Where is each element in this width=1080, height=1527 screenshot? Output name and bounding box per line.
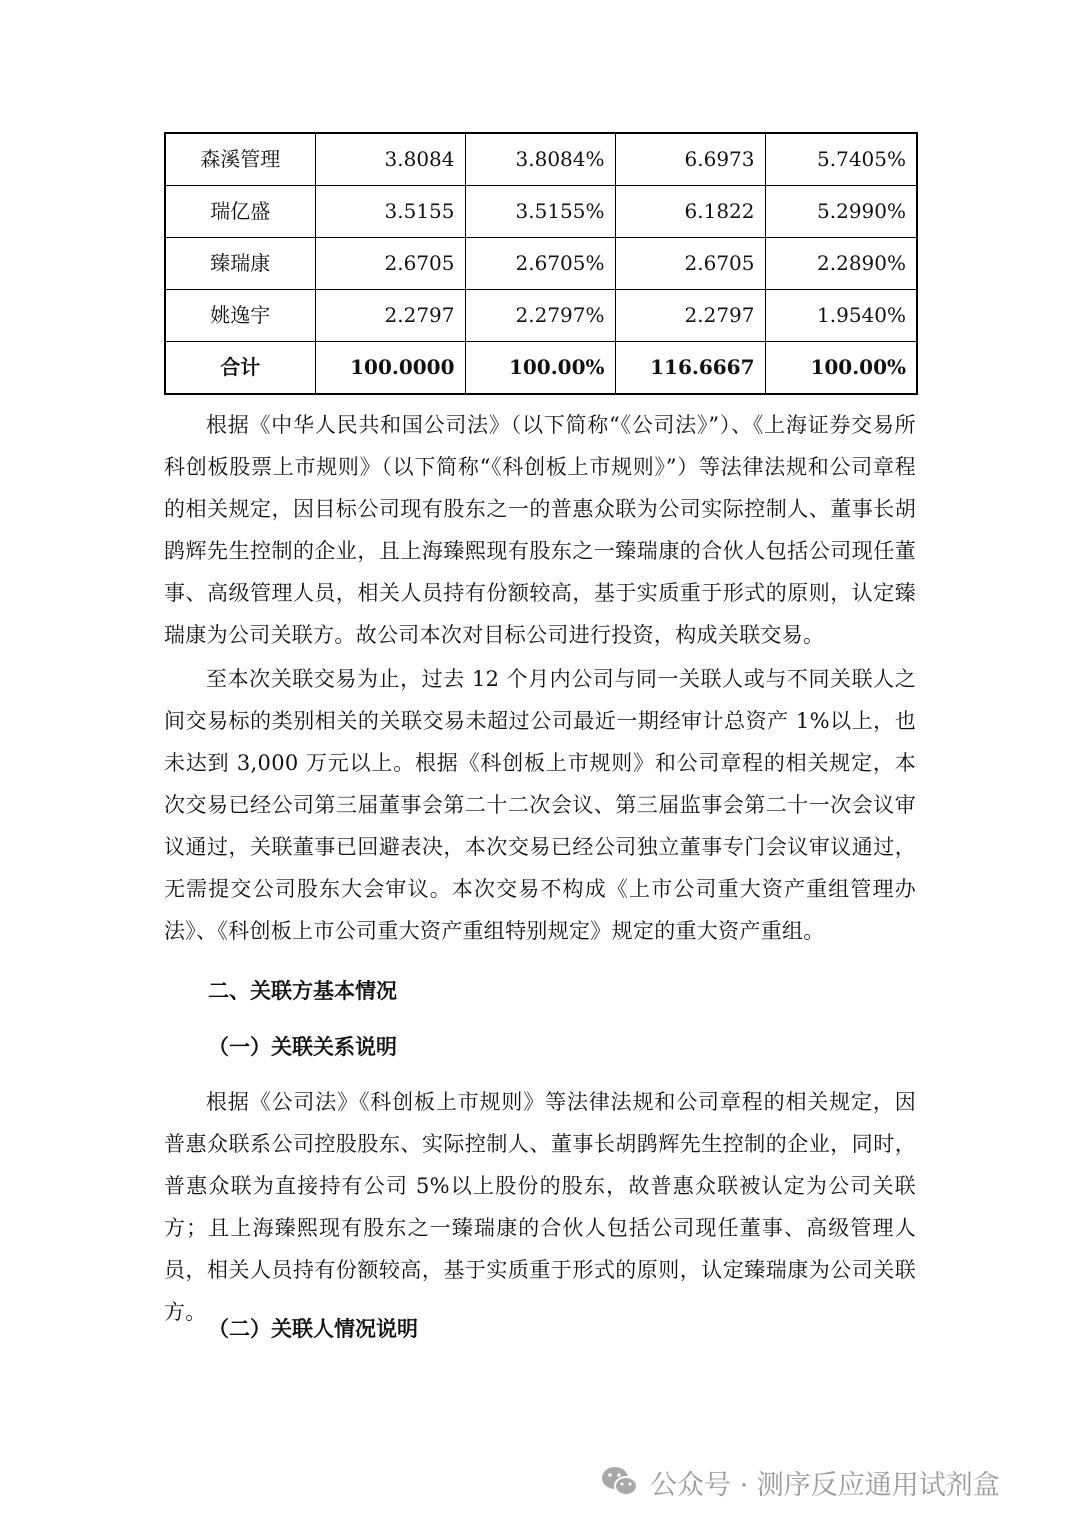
total-cell: 116.6667 [615,342,765,395]
table-cell: 5.2990% [765,186,917,238]
watermark [600,1460,1000,1504]
table-total-row [165,342,917,395]
watermark-text: 公众号 · 测序反应通用试剂盒 [650,1469,1000,1501]
shareholder-name-cell: 臻瑞康 [165,238,315,290]
total-cell: 100.00% [465,342,615,395]
table-cell: 1.9540% [765,290,917,342]
table-row [165,133,917,186]
shareholder-name-cell: 森溪管理 [165,133,315,186]
section-heading: 二、关联方基本情况 [208,978,397,1003]
table-cell: 2.2890% [765,238,917,290]
table-cell: 5.7405% [765,133,917,186]
table-cell: 3.5155 [315,186,465,238]
paragraph-relationship-description: 根据《公司法》《科创板上市规则》等法律法规和公司章程的相关规定，因普惠众联系公司控股股东、实际控制人、董事长胡鹍辉先生控制的企业，同时，普惠众联为直接持有公司 5%以上股份的股东，故普惠众联被认定为公司关联方；且上海臻熙现有股东之一臻瑞康的合伙人包括公司现任董事、高级管理人员，相关人员持有份额较高，基于实质重于形式的原则，认定臻瑞康为公司关联方。 [164,1090,916,1324]
table-row [165,186,917,238]
shareholder-name-cell: 姚逸宇 [165,290,315,342]
wechat-icon [600,1464,640,1500]
table-cell: 2.6705 [315,238,465,290]
table-cell: 3.8084 [315,133,465,186]
shareholder-name-cell: 瑞亿盛 [165,186,315,238]
total-label-cell: 合计 [165,342,315,395]
table-cell: 6.1822 [615,186,765,238]
table-cell: 2.2797 [315,290,465,342]
total-cell: 100.0000 [315,342,465,395]
subsection-heading: （二）关联人情况说明 [208,1316,418,1341]
table-cell: 6.6973 [615,133,765,186]
table-cell: 2.6705% [465,238,615,290]
total-cell: 100.00% [765,342,917,395]
subsection-heading: （一）关联关系说明 [208,1034,397,1059]
shareholding-table [164,132,918,395]
table-cell: 2.2797% [465,290,615,342]
table-cell: 3.5155% [465,186,615,238]
paragraph-related-party-basis: 根据《中华人民共和国公司法》（以下简称“《公司法》”）、《上海证券交易所科创板股票上市规则》（以下简称“《科创板上市规则》”）等法律法规和公司章程的相关规定，因目标公司现有股东之一的普惠众联为公司实际控制人、董事长胡鹍辉先生控制的企业，且上海臻熙现有股东之一臻瑞康的合伙人包括公司现任董事、高级管理人员，相关人员持有份额较高，基于实质重于形式的原则，认定臻瑞康为公司关联方。故公司本次对目标公司进行投资，构成关联交易。 [164,413,916,647]
table-row [165,290,917,342]
table-cell: 3.8084% [465,133,615,186]
table-row [165,238,917,290]
table-cell: 2.6705 [615,238,765,290]
table-cell: 2.2797 [615,290,765,342]
paragraph-transaction-approval: 至本次关联交易为止，过去 12 个月内公司与同一关联人或与不同关联人之间交易标的类别相关的关联交易未超过公司最近一期经审计总资产 1%以上，也未达到 3,000 万元以上。根据《科创板上市规则》和公司章程的相关规定，本次交易已经公司第三届董事会第二十二次会议、第三届监事会第二十一次会议审议通过，关联董事已回避表决，本次交易已经公司独立董事专门会议审议通过，无需提交公司股东大会审议。本次交易不构成《上市公司重大资产重组管理办法》、《科创板上市公司重大资产重组特别规定》规定的重大资产重组。 [164,667,916,943]
